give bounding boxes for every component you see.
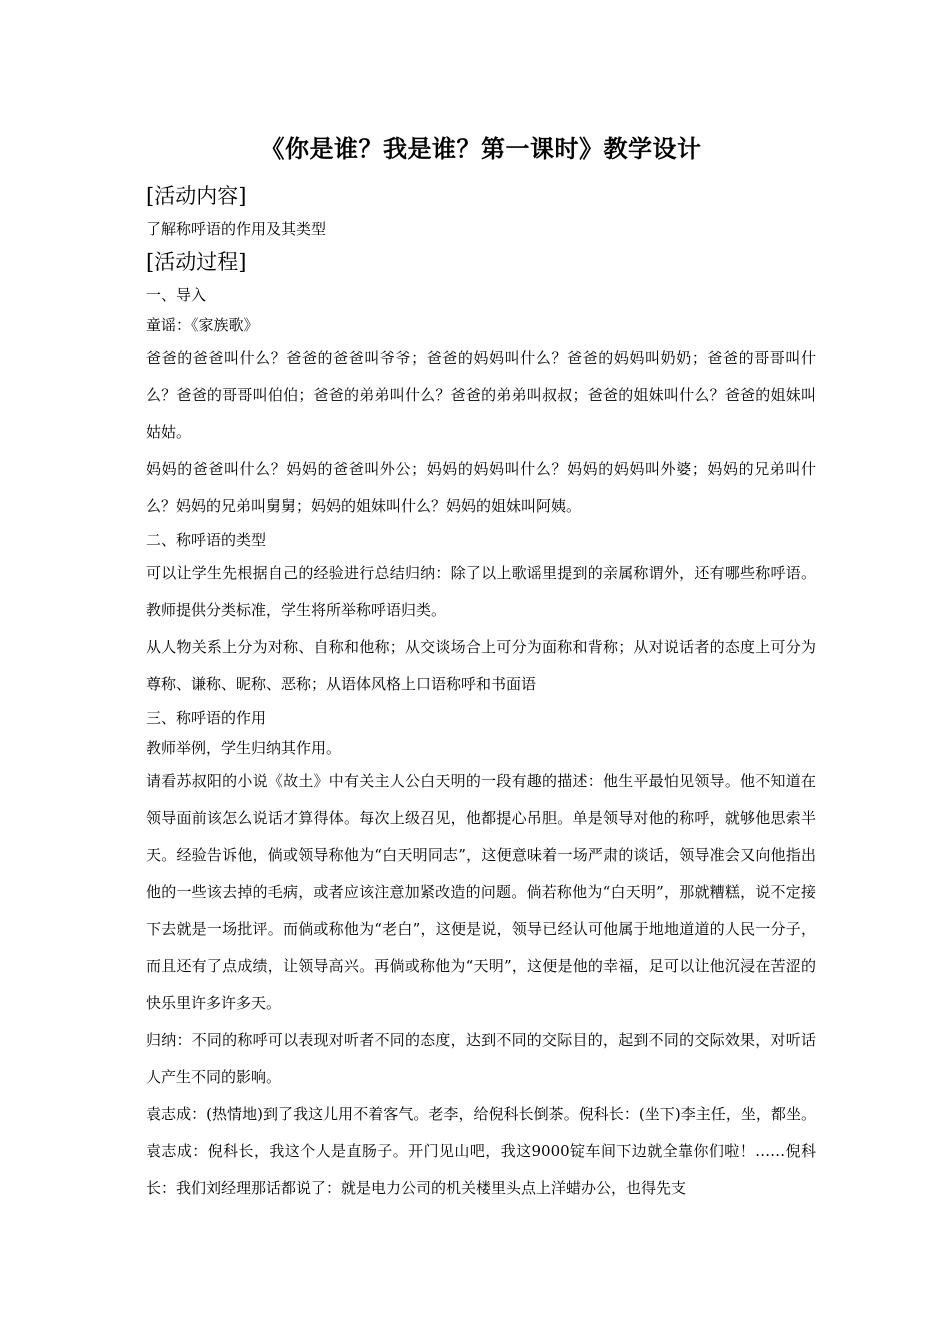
section-heading-activity-process: [活动过程] [146, 250, 247, 274]
document-page [146, 128, 816, 1207]
paragraph-types-heading: 二、称呼语的类型 [146, 531, 267, 549]
paragraph-rhyme-father: 爸爸的爸爸叫什么？爸爸的爸爸叫爷爷；爸爸的妈妈叫什么？爸爸的妈妈叫奶奶；爸爸的哥哥叫什么？爸爸的哥哥叫伯伯；爸爸的弟弟叫什么？爸爸的弟弟叫叔叔；爸爸的姐妹叫什么？爸爸的姐妹叫姑姑。 [146, 349, 816, 441]
paragraph-story-excerpt: 请看苏叔阳的小说《故土》中有关主人公白天明的一段有趣的描述：他生平最怕见领导。他不知道在领导面前该怎么说话才算得体。每次上级召见，他都提心吊胆。单是领导对他的称呼，就够他思索半天。经验告诉他，倘或领导称他为“白天明同志”，这便意味着一场严肃的谈话，领导准会又向他指出他的一些该去掉的毛病，或者应该注意加紧改造的问题。倘若称他为“白天明”，那就糟糕，说不定接下去就是一场批评。而倘或称他为“老白”，这便是说，领导已经认可他属于地地道道的人民一分子，而且还有了点成绩，让领导高兴。再倘或称他为“天明”，这便是他的幸福，足可以让他沉浸在苦涩的快乐里许多许多天。 [146, 772, 816, 1012]
paragraph-intro-heading: 一、导入 [146, 286, 207, 304]
section-heading-activity-content: [活动内容] [146, 184, 247, 208]
paragraph-function-intro: 教师举例，学生归纳其作用。 [146, 739, 342, 757]
paragraph-types-intro: 可以让学生先根据自己的经验进行总结归纳：除了以上歌谣里提到的亲属称谓外，还有哪些称呼语。教师提供分类标准，学生将所举称呼语归类。 [146, 564, 816, 619]
document-title: 《你是谁？我是谁？第一课时》教学设计 [260, 134, 702, 163]
paragraph-rhyme-mother: 妈妈的爸爸叫什么？妈妈的爸爸叫外公；妈妈的妈妈叫什么？妈妈的妈妈叫外婆；妈妈的兄弟叫什么？妈妈的兄弟叫舅舅；妈妈的姐妹叫什么？妈妈的姐妹叫阿姨。 [146, 460, 816, 515]
activity-content-text: 了解称呼语的作用及其类型 [146, 220, 327, 238]
paragraph-dialogue-excerpt: 袁志成：(热情地)到了我这儿用不着客气。老李，给倪科长倒茶。倪科长：(坐下)李主任，坐，都坐。袁志成：倪科长，我这个人是直肠子。开门见山吧，我这9000锭车间下边就全靠你们啦！……倪科长：我们刘经理那话都说了：就是电力公司的机关楼里头点上洋蜡办公，也得先支 [146, 1105, 816, 1197]
paragraph-summary: 归纳：不同的称呼可以表现对听者不同的态度，达到不同的交际目的，起到不同的交际效果，对听话人产生不同的影响。 [146, 1031, 816, 1086]
paragraph-function-heading: 三、称呼语的作用 [146, 709, 267, 727]
paragraph-types-classification: 从人物关系上分为对称、自称和他称；从交谈场合上可分为面称和背称；从对说话者的态度上可分为尊称、谦称、昵称、恶称；从语体风格上口语称呼和书面语 [146, 638, 816, 693]
paragraph-nursery-rhyme-title: 童谣：《家族歌》 [146, 316, 259, 334]
